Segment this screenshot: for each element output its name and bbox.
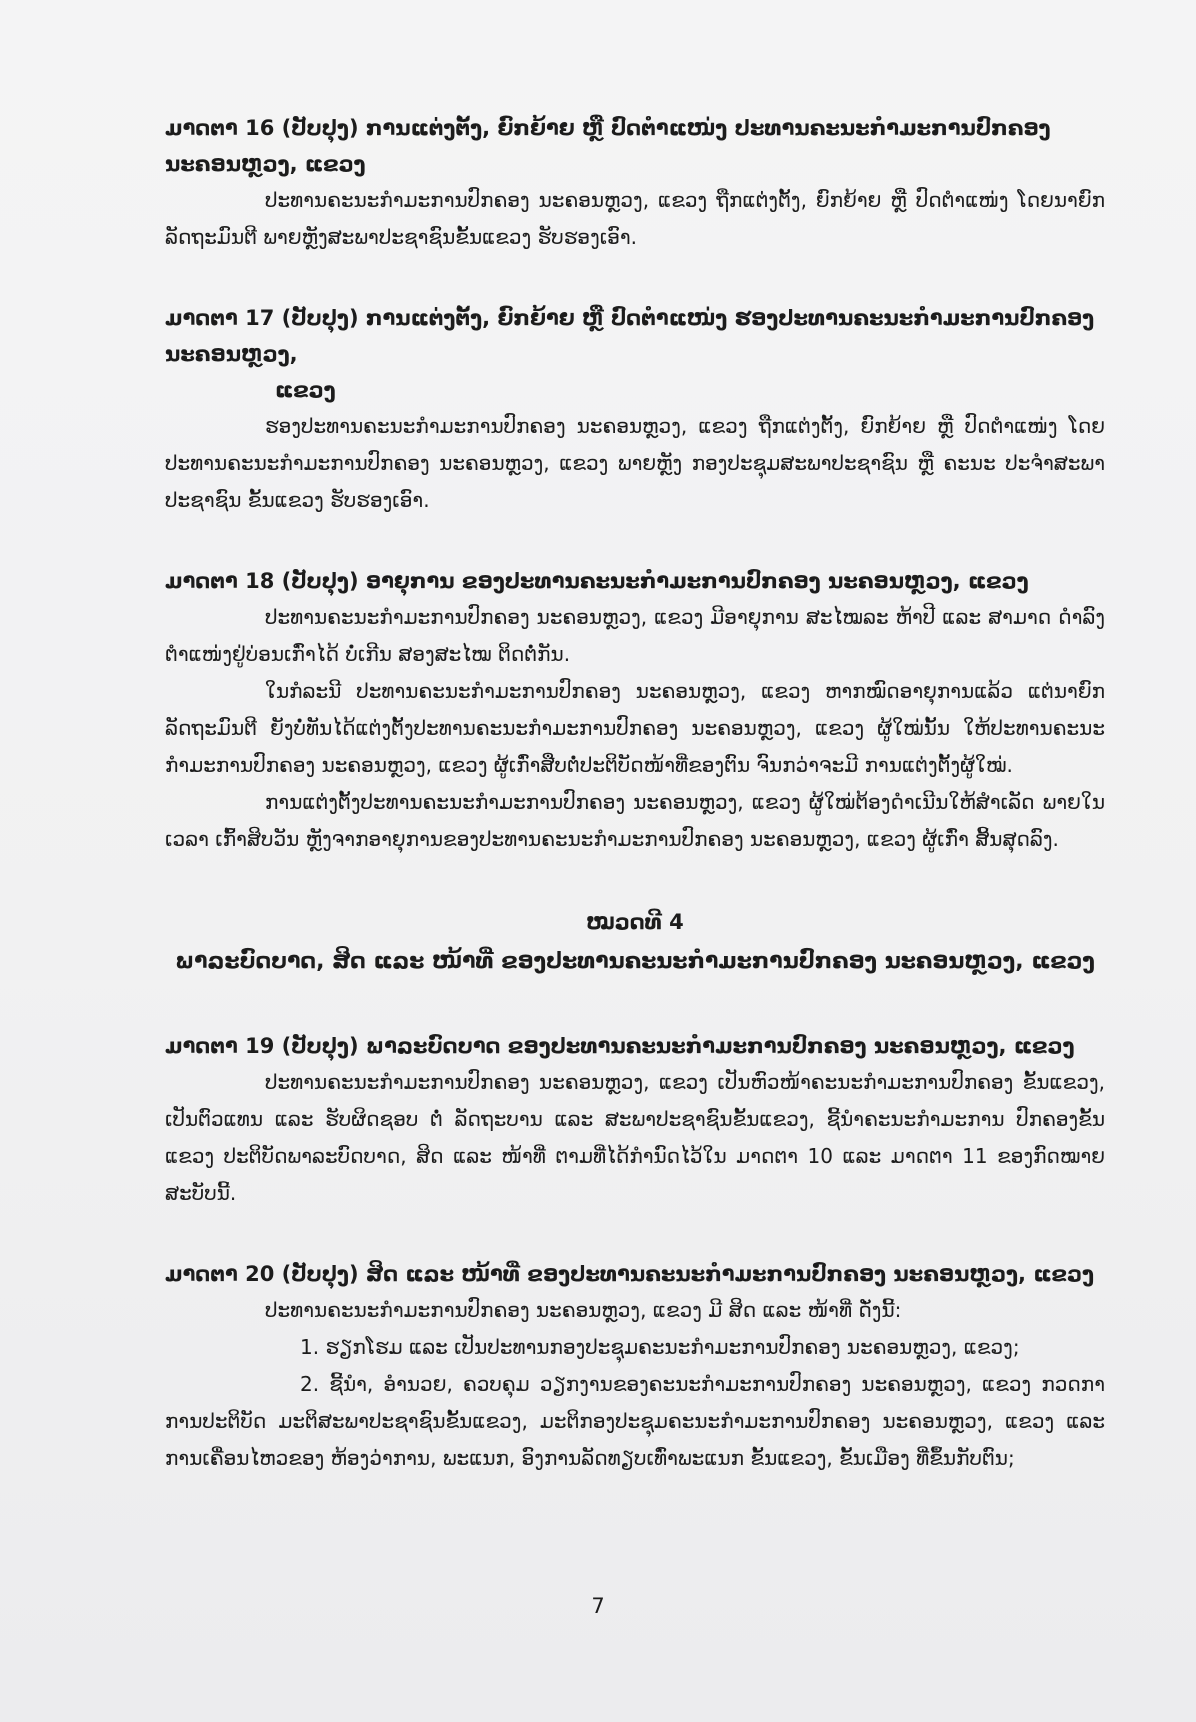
chapter-number: ໝວດທີ 4 [586,910,684,934]
article-paragraph: ປະທານຄະນະກຳມະການປົກຄອງ ນະຄອນຫຼວງ, ແຂວງ ຖືກແຕ່ງຕັ້ງ, ຍົກຍ້າຍ ຫຼື ປົດຕຳແໜ່ງ ໂດຍນາຍົກລັດຖະມົນຕີ ພາຍຫຼັງສະພາປະຊາຊົນຂັ້ນແຂວງ ຮັບຮອງເອົາ. [165,188,1105,249]
article-heading-continuation: ແຂວງ [275,378,336,402]
list-item: 1. ຮຽກໂຮມ ແລະ ເປັນປະທານກອງປະຊຸມຄະນະກຳມະການປົກຄອງ ນະຄອນຫຼວງ, ແຂວງ; [300,1335,1020,1359]
document-body [165,110,1105,1521]
article-heading: ມາດຕາ 18 (ປັບປຸງ) ອາຍຸການ ຂອງປະທານຄະນະກຳມະການປົກຄອງ ນະຄອນຫຼວງ, ແຂວງ [165,569,1029,593]
article-heading: ມາດຕາ 20 (ປັບປຸງ) ສິດ ແລະ ໜ້າທີ່ ຂອງປະທານຄະນະກຳມະການປົກຄອງ ນະຄອນຫຼວງ, ແຂວງ [165,1262,1095,1286]
article-paragraph: ການແຕ່ງຕັ້ງປະທານຄະນະກຳມະການປົກຄອງ ນະຄອນຫຼວງ, ແຂວງ ຜູ້ໃໝ່ຕ້ອງດຳເນີນໃຫ້ສຳເລັດ ພາຍໃນເວລາ ເກົ້າສິບວັນ ຫຼັງຈາກອາຍຸການຂອງປະທານຄະນະກຳມະການປົກຄອງ ນະຄອນຫຼວງ, ແຂວງ ຜູ້ເກົ່າ ສິ້ນສຸດລົງ. [165,790,1105,851]
article-paragraph: ປະທານຄະນະກຳມະການປົກຄອງ ນະຄອນຫຼວງ, ແຂວງ ມີອາຍຸການ ສະໄໝລະ ຫ້າປີ ແລະ ສາມາດ ດຳລົງຕຳແໜ່ງຢູ່ບ່ອນເກົ່າໄດ້ ບໍ່ເກີນ ສອງສະໄໝ ຕິດຕໍ່ກັນ. [165,605,1105,666]
article-heading: ມາດຕາ 16 (ປັບປຸງ) ການແຕ່ງຕັ້ງ, ຍົກຍ້າຍ ຫຼື ປົດຕຳແໜ່ງ ປະທານຄະນະກຳມະການປົກຄອງ ນະຄອນຫຼວງ, ແຂວງ [165,116,1051,176]
article-16 [165,110,1105,256]
article-20 [165,1256,1105,1477]
article-heading [165,300,1105,408]
article-19 [165,1028,1105,1212]
article-heading-text: ມາດຕາ 17 (ປັບປຸງ) ການແຕ່ງຕັ້ງ, ຍົກຍ້າຍ ຫຼື ປົດຕຳແໜ່ງ ຮອງປະທານຄະນະກຳມະການປົກຄອງ ນະຄອນຫຼວງ, [165,306,1095,366]
article-17 [165,300,1105,519]
article-18 [165,563,1105,858]
article-paragraph: ປະທານຄະນະກຳມະການປົກຄອງ ນະຄອນຫຼວງ, ແຂວງ ມີ ສິດ ແລະ ໜ້າທີ່ ດັ່ງນີ້: [265,1298,902,1322]
chapter-heading [165,902,1105,982]
article-paragraph: ໃນກໍລະນີ ປະທານຄະນະກຳມະການປົກຄອງ ນະຄອນຫຼວງ, ແຂວງ ຫາກໝົດອາຍຸການແລ້ວ ແຕ່ນາຍົກລັດຖະມົນຕີ ຍັງບໍ່ທັນໄດ້ແຕ່ງຕັ້ງປະທານຄະນະກຳມະການປົກຄອງ ນະຄອນຫຼວງ, ແຂວງ ຜູ້ໃໝ່ນັ້ນ ໃຫ້ປະທານຄະນະກຳມະການປົກຄອງ ນະຄອນຫຼວງ, ແຂວງ ຜູ້ເກົ່າສືບຕໍ່ປະຕິບັດໜ້າທີ່ຂອງຕົນ ຈົນກວ່າຈະມີ ການແຕ່ງຕັ້ງຜູ້ໃໝ່. [165,679,1105,777]
article-paragraph: ຮອງປະທານຄະນະກຳມະການປົກຄອງ ນະຄອນຫຼວງ, ແຂວງ ຖືກແຕ່ງຕັ້ງ, ຍົກຍ້າຍ ຫຼື ປົດຕຳແໜ່ງ ໂດຍປະທານຄະນະກຳມະການປົກຄອງ ນະຄອນຫຼວງ, ແຂວງ ພາຍຫຼັງ ກອງປະຊຸມສະພາປະຊາຊົນ ຫຼື ຄະນະ ປະຈຳສະພາປະຊາຊົນ ຂັ້ນແຂວງ ຮັບຮອງເອົາ. [165,414,1105,512]
chapter-title: ພາລະບົດບາດ, ສິດ ແລະ ໜ້າທີ່ ຂອງປະທານຄະນະກຳມະການປົກຄອງ ນະຄອນຫຼວງ, ແຂວງ [175,949,1095,974]
page-number: 7 [591,1594,605,1618]
article-heading: ມາດຕາ 19 (ປັບປຸງ) ພາລະບົດບາດ ຂອງປະທານຄະນະກຳມະການປົກຄອງ ນະຄອນຫຼວງ, ແຂວງ [165,1034,1075,1058]
list-item: 2. ຊີ້ນຳ, ອຳນວຍ, ຄວບຄຸມ ວຽກງານຂອງຄະນະກຳມະການປົກຄອງ ນະຄອນຫຼວງ, ແຂວງ ກວດກາ ການປະຕິບັດ ມະຕິສະພາປະຊາຊົນຂັ້ນແຂວງ, ມະຕິກອງປະຊຸມຄະນະກຳມະການປົກຄອງ ນະຄອນຫຼວງ, ແຂວງ ແລະ ການເຄື່ອນໄຫວຂອງ ຫ້ອງວ່າການ, ພະແນກ, ອົງການລັດທຽບເທົ່າພະແນກ ຂັ້ນແຂວງ, ຂັ້ນເມືອງ ທີ່ຂຶ້ນກັບຕົນ; [165,1372,1105,1470]
article-paragraph: ປະທານຄະນະກຳມະການປົກຄອງ ນະຄອນຫຼວງ, ແຂວງ ເປັນຫົວໜ້າຄະນະກຳມະການປົກຄອງ ຂັ້ນແຂວງ, ເປັນຕົວແທນ ແລະ ຮັບຜິດຊອບ ຕໍ່ ລັດຖະບານ ແລະ ສະພາປະຊາຊົນຂັ້ນແຂວງ, ຊີ້ນຳຄະນະກຳມະການ ປົກຄອງຂັ້ນແຂວງ ປະຕິບັດພາລະບົດບາດ, ສິດ ແລະ ໜ້າທີ່ ຕາມທີ່ໄດ້ກຳນົດໄວ້ໃນ ມາດຕາ 10 ແລະ ມາດຕາ 11 ຂອງກົດໝາຍສະບັບນີ້. [165,1070,1105,1205]
